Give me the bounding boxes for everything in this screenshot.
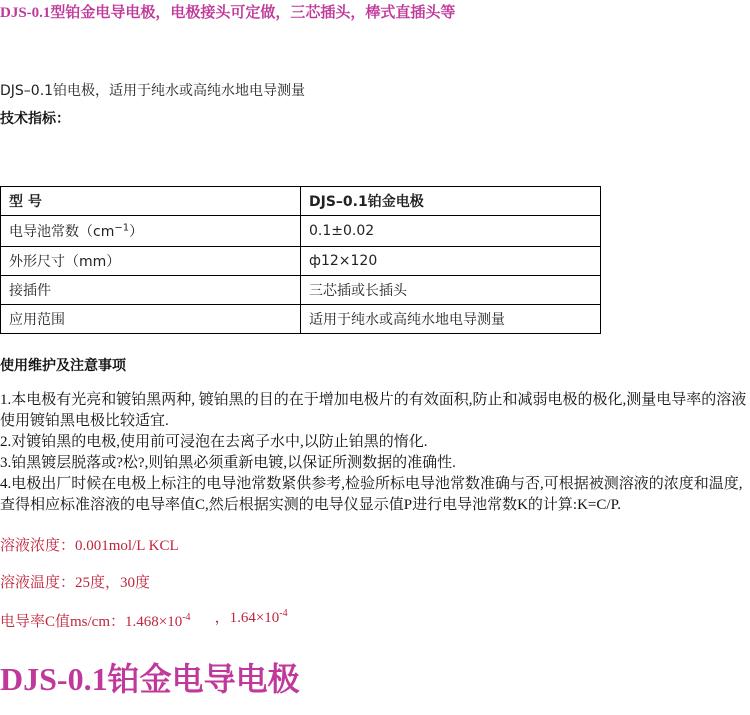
spec-header-label: 型 号: [1, 187, 301, 216]
spec-cell-label: 应用范围: [1, 305, 301, 334]
care-heading: 使用维护及注意事项: [0, 358, 126, 374]
spec-header-value: DJS–0.1铂金电极: [301, 187, 601, 216]
conductivity-values: [0, 610, 288, 631]
table-row: [1, 276, 601, 305]
spec-label-tail: ）: [129, 224, 144, 240]
spec-cell-value: 三芯插或长插头: [301, 276, 601, 305]
spec-label-text: 电导池常数（cm: [9, 224, 115, 240]
conductivity-prefix: 电导率C值ms/cm：1.468×10: [0, 614, 183, 630]
conductivity-exp-1: -4: [182, 612, 191, 623]
conductivity-alt: [215, 610, 288, 626]
note-item: 2.对镀铂黑的电极,使用前可浸泡在去离子水中,以防止铂黑的惰化.: [0, 434, 428, 450]
spec-cell-value: 适用于纯水或高纯水地电导测量: [301, 305, 601, 334]
spec-heading: 技术指标：: [0, 111, 70, 127]
conductivity-sep: ，1.64×10: [214, 610, 280, 626]
note-item: 1.本电极有光亮和镀铂黑两种, 镀铂黑的目的在于增加电极片的有效面积,防止和减弱电极的极化,测量电导率的溶液使用镀铂黑电极比较适宜.: [0, 392, 747, 429]
care-notes: [0, 390, 750, 516]
spec-label-sup: −1: [114, 222, 130, 234]
table-row: [1, 216, 601, 247]
spec-cell-label: [1, 216, 301, 247]
spec-table-header-row: [1, 187, 601, 216]
table-row: [1, 247, 601, 276]
conductivity-exp-2: -4: [279, 608, 288, 619]
spec-table: [0, 186, 601, 334]
page-headline: DJS-0.1型铂金电导电极，电极接头可定做，三芯插头，棒式直插头等: [0, 5, 456, 21]
table-row: [1, 305, 601, 334]
spec-cell-label: 外形尺寸（mm）: [1, 247, 301, 276]
note-item: 3.铂黑镀层脱落或?松?,则铂黑必须重新电镀,以保证所测数据的准确性.: [0, 455, 456, 471]
solution-temperature: 溶液温度：25度，30度: [0, 575, 151, 591]
spec-cell-label: 接插件: [1, 276, 301, 305]
spec-cell-value: ф12×120: [301, 247, 601, 276]
solution-concentration: 溶液浓度：0.001mol/L KCL: [0, 538, 179, 554]
product-title: DJS-0.1铂金电导电极: [0, 661, 300, 697]
note-item: 4.电极出厂时候在电极上标注的电导池常数紧供参考,检验所标电导池常数准确与否,可根据被测溶液的浓度和温度,查得相应标准溶液的电导率值C,然后根据实测的电导仪显示值P进行电导池常数K的计算:K=C/P.: [0, 476, 743, 513]
spec-cell-value: 0.1±0.02: [301, 216, 601, 247]
intro-text: DJS–0.1铂电极，适用于纯水或高纯水地电导测量: [0, 83, 306, 99]
